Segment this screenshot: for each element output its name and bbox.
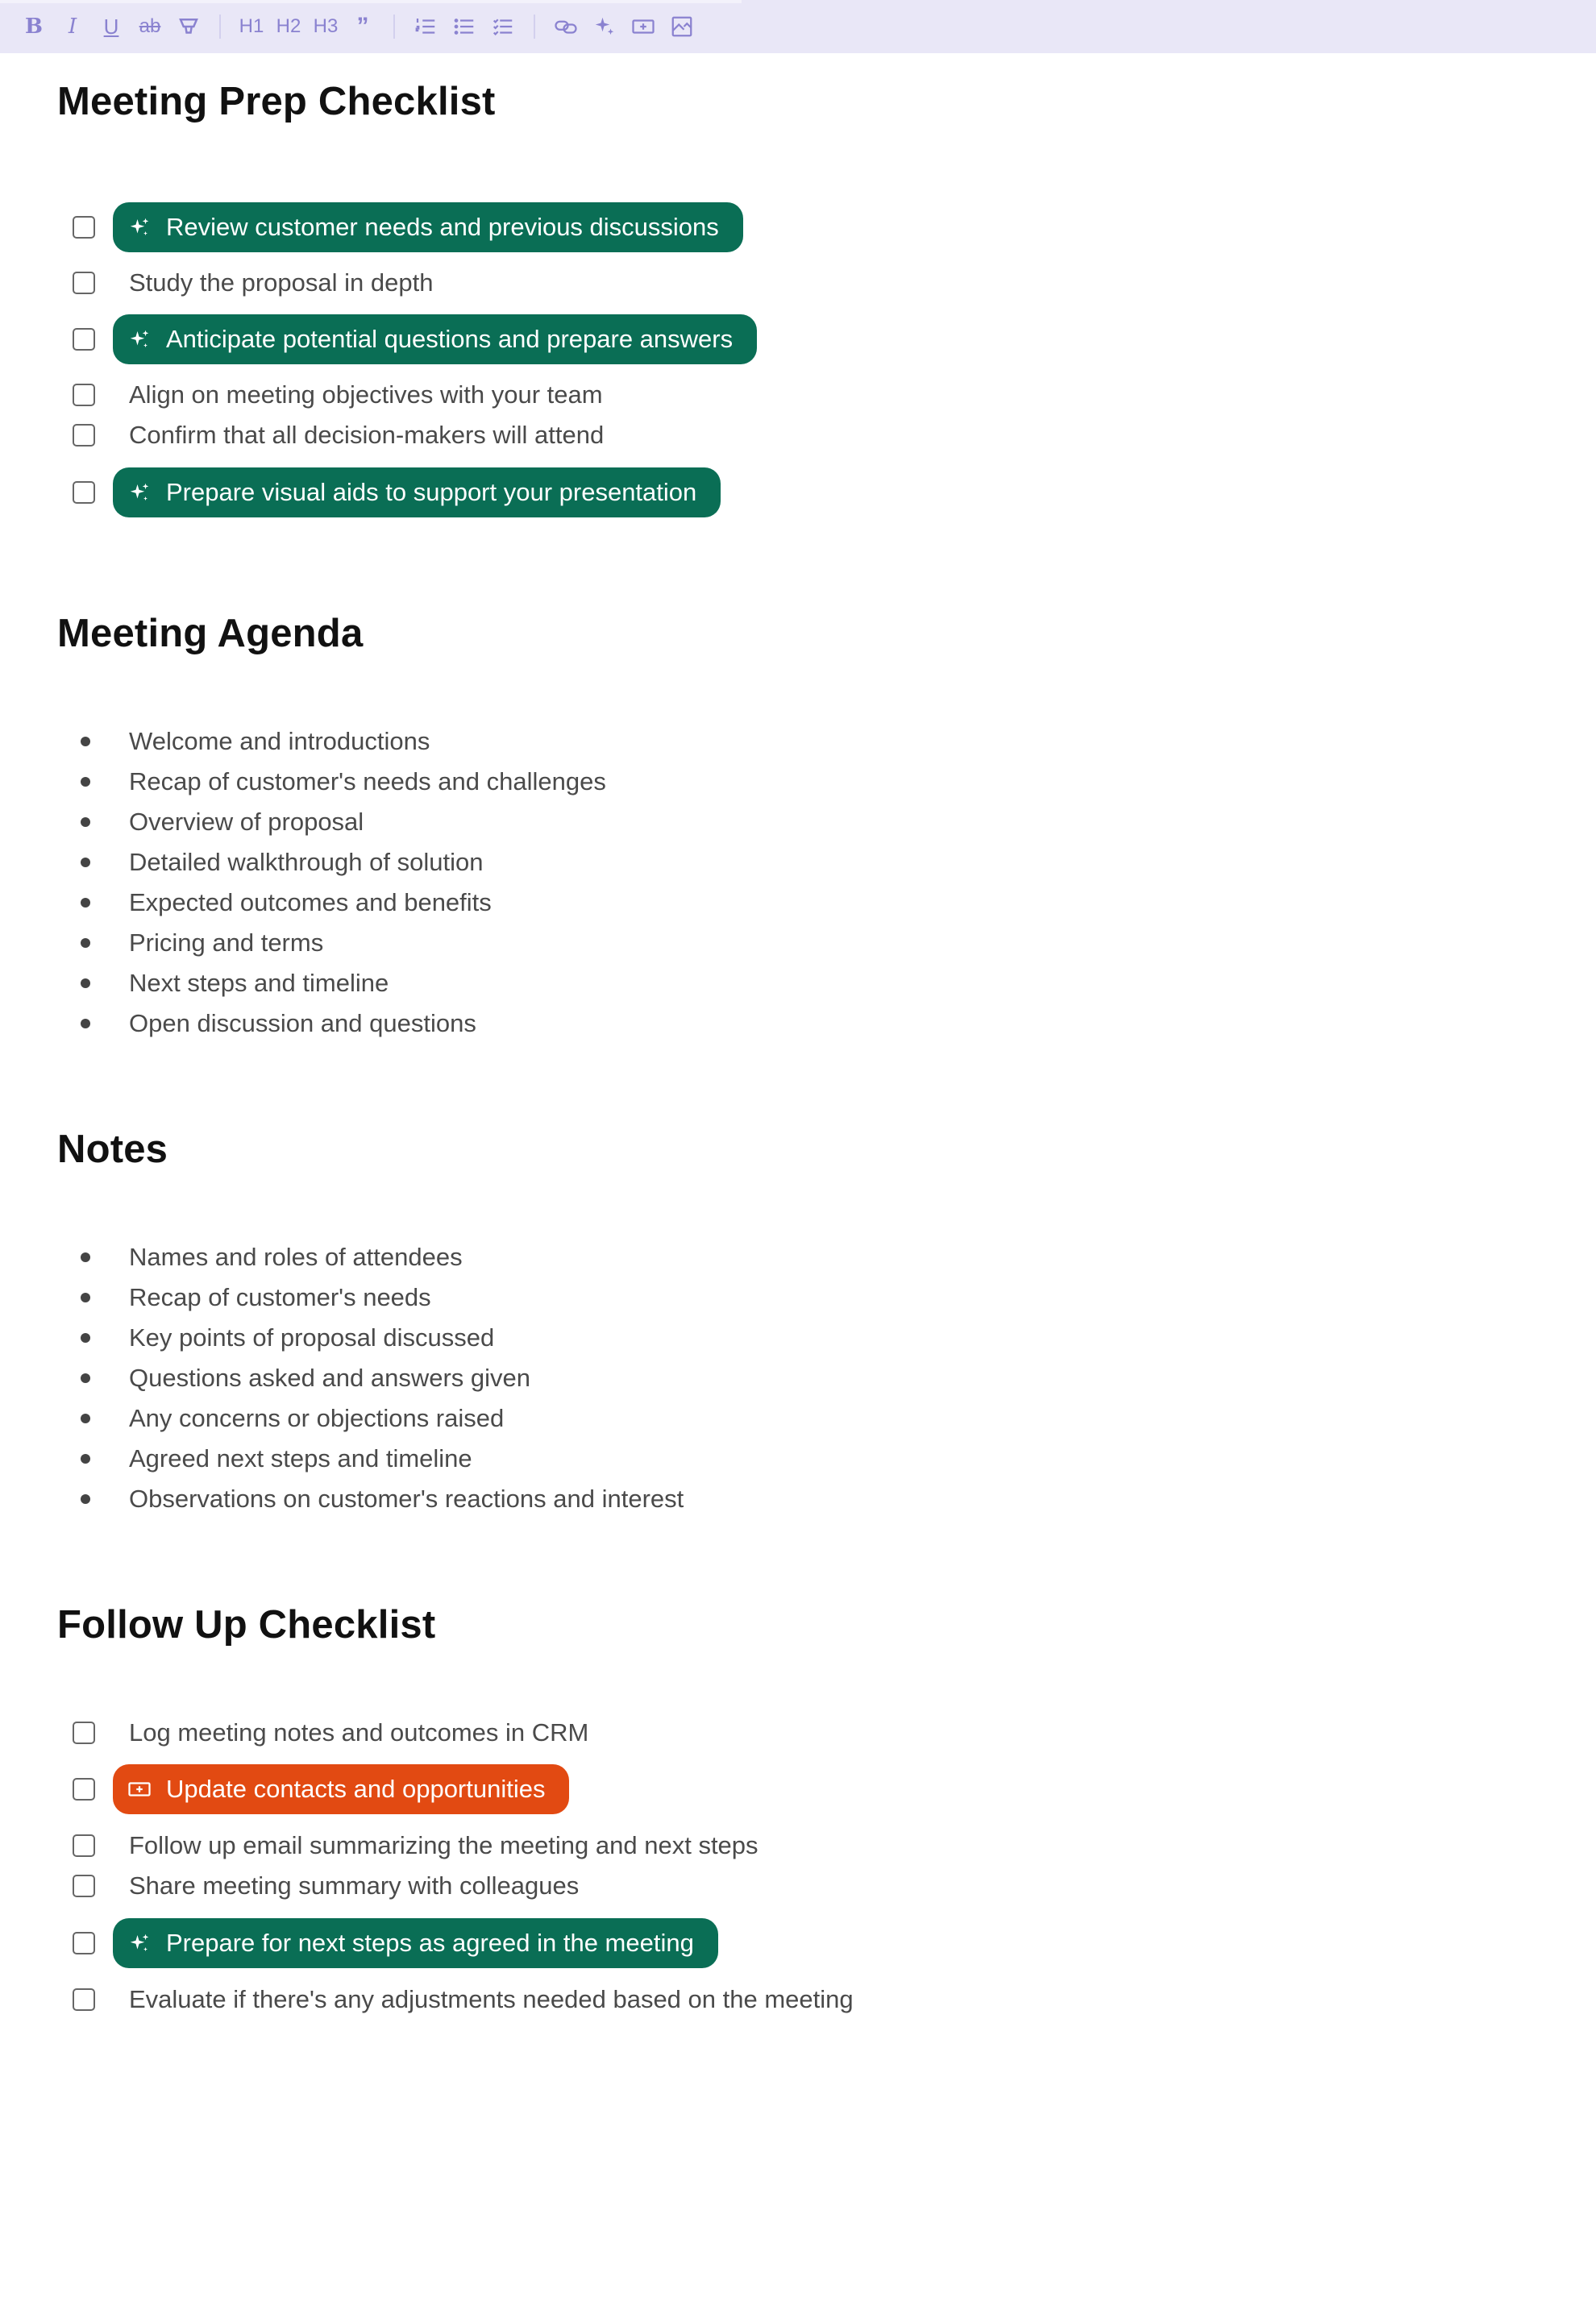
section-title-notes: Notes [57,1128,168,1171]
bullet [81,1373,90,1383]
ai-sparkle-icon [126,479,153,506]
ai-prompt-chip[interactable] [113,1918,718,1968]
ordered-list-icon[interactable] [409,10,442,43]
list-item-text: Any concerns or objections raised [129,1404,505,1432]
underline-icon[interactable]: U [103,14,119,39]
bullet-list-icon[interactable] [448,10,480,43]
list-item-text: Expected outcomes and benefits [129,888,492,916]
toolbar-separator [534,15,535,39]
checkbox[interactable] [73,1988,95,2011]
bullet [81,1454,90,1464]
checkbox[interactable] [73,384,95,406]
bullet [81,777,90,787]
list-item-text: Agreed next steps and timeline [129,1444,472,1472]
checkbox[interactable] [73,272,95,294]
list-item-text: Questions asked and answers given [129,1364,531,1392]
list-item-text: Key points of proposal discussed [129,1323,495,1352]
bullet [81,1414,90,1423]
checklist-item-text: Confirm that all decision-makers will attend [129,421,605,449]
ai-prompt-chip[interactable] [113,202,743,252]
chip-label: Update contacts and opportunities [166,1775,546,1803]
checklist-icon[interactable] [487,10,519,43]
checkbox[interactable] [73,1722,95,1744]
ai-sparkle-icon[interactable] [588,10,621,43]
checklist-item-text: Share meeting summary with colleagues [129,1871,580,1900]
heading3-button[interactable]: H3 [313,15,339,37]
checkbox[interactable] [73,328,95,351]
bullet [81,1333,90,1343]
list-item-text: Detailed walkthrough of solution [129,848,484,876]
bold-icon[interactable]: B [25,15,43,39]
bullet [81,898,90,908]
checkbox[interactable] [73,1834,95,1857]
list-item-text: Next steps and timeline [129,969,389,997]
strikethrough-icon[interactable]: ab [139,15,161,37]
list-item-text: Recap of customer's needs and challenges [129,767,606,795]
list-item-text: Names and roles of attendees [129,1243,463,1271]
bullet [81,817,90,827]
section-title-agenda: Meeting Agenda [57,612,364,655]
ai-sparkle-icon [126,214,153,241]
section-title-followup: Follow Up Checklist [57,1603,436,1647]
checkbox[interactable] [73,424,95,447]
toolbar-separator [219,15,221,39]
crm-field-icon [126,1776,153,1803]
toolbar-separator [393,15,395,39]
chip-label: Anticipate potential questions and prepare answers [166,325,734,353]
bullet [81,1293,90,1302]
list-item-text: Pricing and terms [129,928,324,957]
checkbox[interactable] [73,1778,95,1801]
heading1-button[interactable]: H1 [239,15,264,37]
bullet [81,737,90,746]
bullet [81,978,90,988]
heading2-button[interactable]: H2 [276,15,301,37]
checklist-item-text: Log meeting notes and outcomes in CRM [129,1718,589,1747]
chip-label: Prepare for next steps as agreed in the meeting [166,1929,694,1957]
bullet [81,1494,90,1504]
checkbox[interactable] [73,216,95,239]
chip-label: Prepare visual aids to support your presentation [166,478,697,506]
editor-toolbar [0,0,1596,53]
checkbox[interactable] [73,1932,95,1954]
list-item-text: Observations on customer's reactions and interest [129,1485,684,1513]
ai-prompt-chip[interactable] [113,314,757,364]
link-icon[interactable] [550,10,582,43]
checklist-item-text: Evaluate if there's any adjustments needed based on the meeting [129,1985,854,2013]
bullet [81,858,90,867]
image-icon[interactable] [666,10,698,43]
section-title-prep: Meeting Prep Checklist [57,80,496,123]
list-item-text: Recap of customer's needs [129,1283,431,1311]
crm-field-icon[interactable] [627,10,659,43]
italic-icon[interactable]: I [68,15,77,39]
crm-field-chip[interactable] [113,1764,569,1814]
checkbox[interactable] [73,1875,95,1897]
bullet [81,1019,90,1028]
checkbox[interactable] [73,481,95,504]
bullet [81,1252,90,1262]
list-item-text: Open discussion and questions [129,1009,476,1037]
ai-prompt-chip[interactable] [113,467,721,517]
checklist-item-text: Align on meeting objectives with your team [129,380,603,409]
chip-label: Review customer needs and previous discussions [166,213,719,241]
quote-icon[interactable]: ” [356,13,369,39]
checklist-item-text: Follow up email summarizing the meeting and next steps [129,1831,759,1859]
list-item-text: Welcome and introductions [129,727,430,755]
highlight-icon[interactable] [172,10,205,43]
ai-sparkle-icon [126,1929,153,1957]
bullet [81,938,90,948]
ai-sparkle-icon [126,326,153,353]
toolbar-top-strip [0,0,742,3]
checklist-item-text: Study the proposal in depth [129,268,434,297]
list-item-text: Overview of proposal [129,808,364,836]
